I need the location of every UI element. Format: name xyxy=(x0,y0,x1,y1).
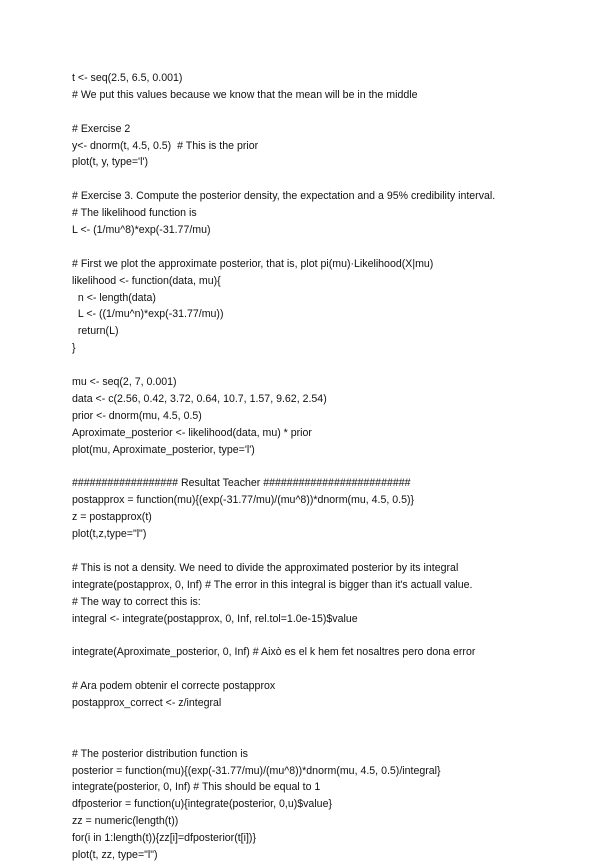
code-line: for(i in 1:length(t)){zz[i]=dfposterior(t[i])} xyxy=(72,832,256,845)
code-line: # Exercise 3. Compute the posterior density, the expectation and a 95% credibility interval. xyxy=(72,190,496,203)
code-line: # Ara podem obtenir el correcte postapprox xyxy=(72,680,276,693)
code-line: # The posterior distribution function is xyxy=(72,747,248,760)
code-line: plot(t, y, type='l') xyxy=(72,156,148,169)
code-line: # The way to correct this is: xyxy=(72,595,201,608)
code-line: y<- dnorm(t, 4.5, 0.5) # This is the prior xyxy=(72,139,259,152)
code-line: # This is not a density. We need to divide the approximated posterior by its integral xyxy=(72,561,459,574)
code-line: posterior = function(mu){(exp(-31.77/mu)/(mu^8))*dnorm(mu, 4.5, 0.5)/integral} xyxy=(72,764,441,777)
code-line: } xyxy=(72,342,76,355)
code-line: integral <- integrate(postapprox, 0, Inf, rel.tol=1.0e-15)$value xyxy=(72,612,358,625)
code-line: integrate(Aproximate_posterior, 0, Inf) # Això es el k hem fet nosaltres pero dona error xyxy=(72,646,476,659)
code-line: z = postapprox(t) xyxy=(72,511,152,524)
code-line xyxy=(72,171,582,188)
code-line xyxy=(72,729,582,746)
code-line xyxy=(72,104,582,121)
code-line: plot(mu, Aproximate_posterior, type='l') xyxy=(72,443,255,456)
code-line: n <- length(data) xyxy=(72,291,156,304)
code-line: postapprox_correct <- z/integral xyxy=(72,696,222,709)
code-line: return(L) xyxy=(72,325,119,338)
code-line xyxy=(72,239,582,256)
code-line: data <- c(2.56, 0.42, 3.72, 0.64, 10.7, 1.57, 9.62, 2.54) xyxy=(72,392,327,405)
code-line: # Exercise 2 xyxy=(72,122,131,135)
code-line: # The likelihood function is xyxy=(72,207,197,220)
code-line: integrate(postapprox, 0, Inf) # The error in this integral is bigger than it's actuall value. xyxy=(72,578,473,591)
code-line: plot(t, zz, type="l") xyxy=(72,848,158,861)
code-line: Aproximate_posterior <- likelihood(data, mu) * prior xyxy=(72,426,312,439)
code-line: zz = numeric(length(t)) xyxy=(72,815,179,828)
code-line xyxy=(72,458,582,475)
code-line xyxy=(72,712,582,729)
code-line: L <- ((1/mu^n)*exp(-31.77/mu)) xyxy=(72,308,224,321)
code-line xyxy=(72,661,582,678)
code-line xyxy=(72,627,582,644)
code-line: L <- (1/mu^8)*exp(-31.77/mu) xyxy=(72,224,211,237)
code-line: t <- seq(2.5, 6.5, 0.001) xyxy=(72,72,183,84)
code-line: # We put this values because we know that the mean will be in the middle xyxy=(72,88,418,101)
code-line: mu <- seq(2, 7, 0.001) xyxy=(72,376,177,389)
code-line: ################## Resultat Teacher ######################### xyxy=(72,477,411,490)
code-line: dfposterior = function(u){integrate(posterior, 0,u)$value} xyxy=(72,798,332,811)
code-line: prior <- dnorm(mu, 4.5, 0.5) xyxy=(72,409,202,422)
code-line: integrate(posterior, 0, Inf) # This should be equal to 1 xyxy=(72,781,321,794)
code-line: likelihood <- function(data, mu){ xyxy=(72,274,221,287)
code-line xyxy=(72,543,582,560)
code-line: postapprox = function(mu){(exp(-31.77/mu)/(mu^8))*dnorm(mu, 4.5, 0.5)} xyxy=(72,494,415,507)
code-line xyxy=(72,357,582,374)
code-line: # First we plot the approximate posterior, that is, plot pi(mu)·Likelihood(X|mu) xyxy=(72,257,434,270)
code-line: plot(t,z,type="l") xyxy=(72,528,147,541)
code-block xyxy=(72,70,582,864)
